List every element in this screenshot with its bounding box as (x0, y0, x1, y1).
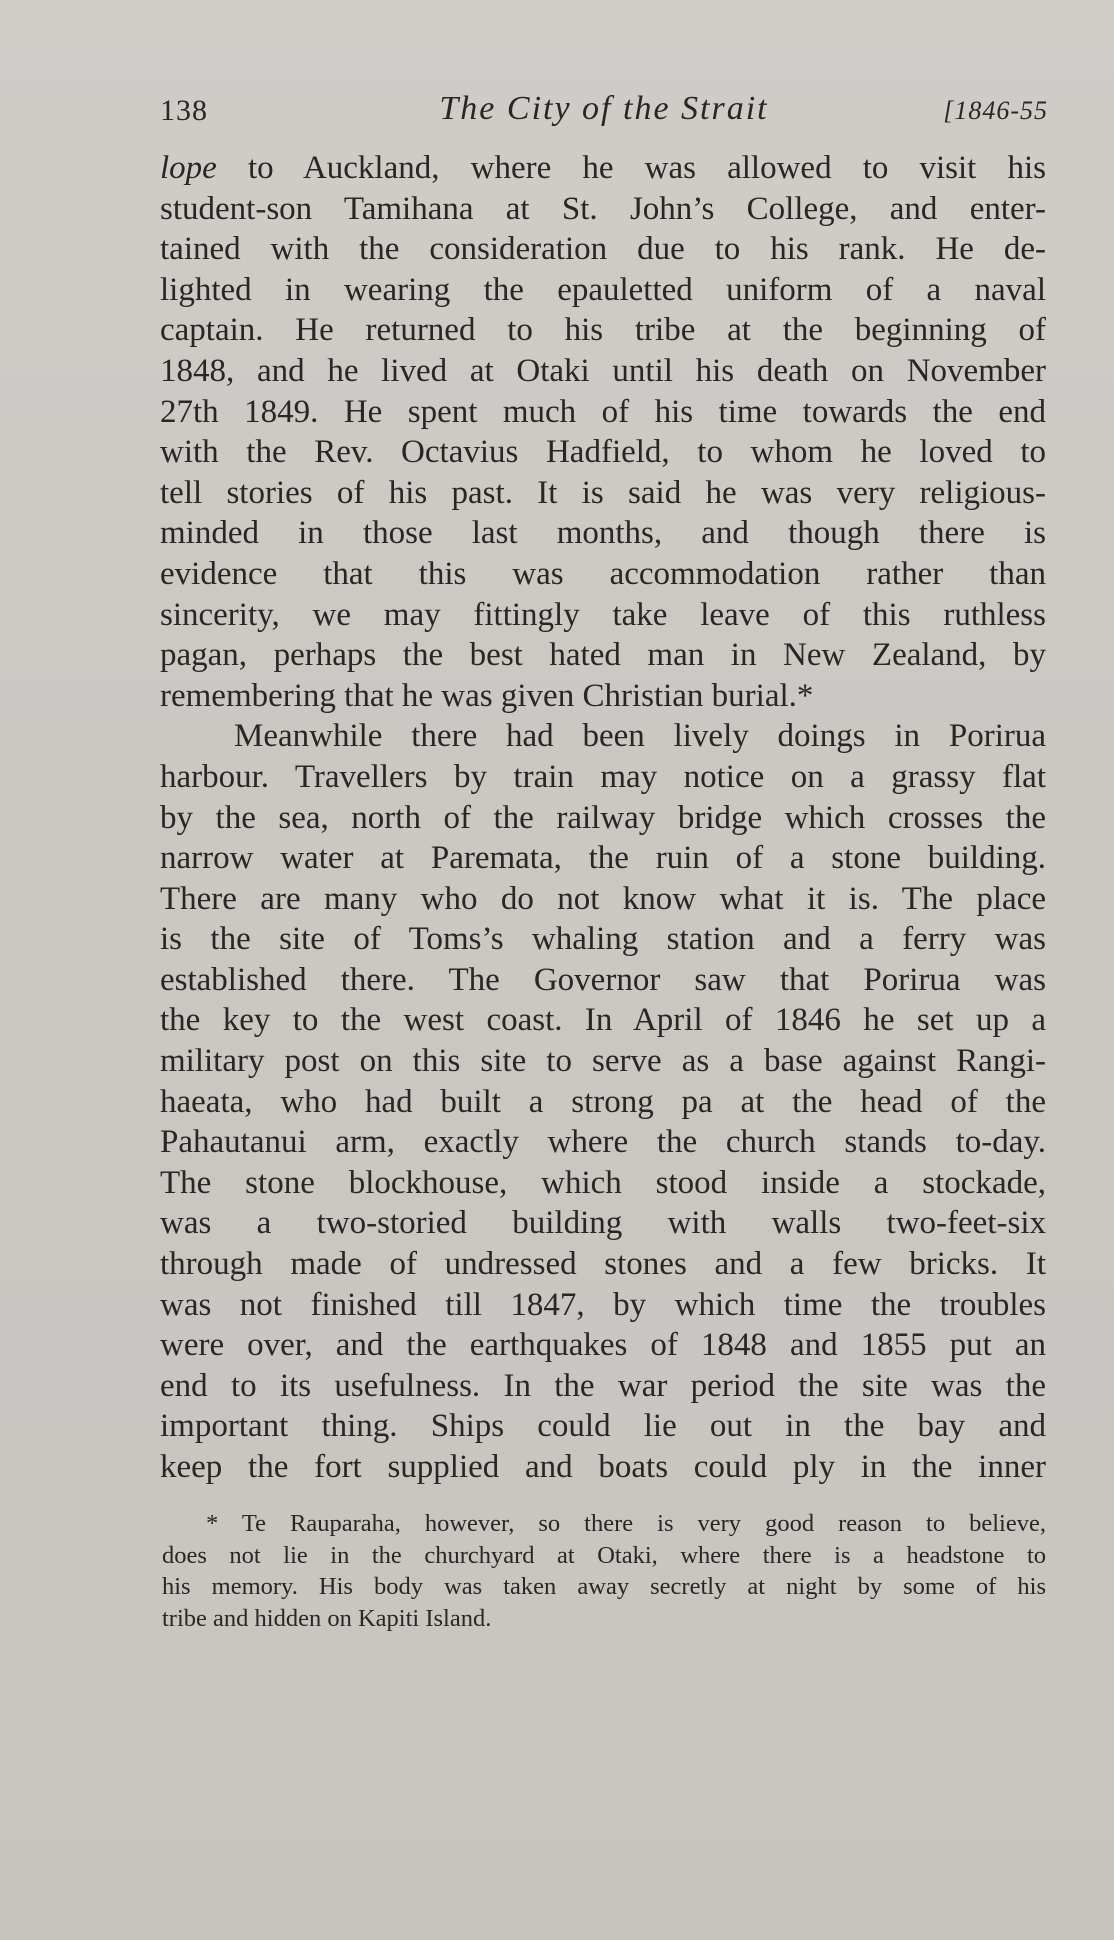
running-title: The City of the Strait (439, 90, 769, 127)
text-line: the key to the west coast. In April of 1846 he set up a (160, 1002, 1046, 1039)
footnote-line: does not lie in the churchyard at Otaki, where there is a headstone to (162, 1541, 1046, 1569)
footnote-line: * Te Rauparaha, however, so there is very good reason to believe, (206, 1510, 1046, 1537)
text-line: tained with the consideration due to his rank. He de- (160, 231, 1046, 268)
text-line: important thing. Ships could lie out in the bay and (160, 1408, 1046, 1445)
text-line: with the Rev. Octavius Hadfield, to whom he loved to (160, 434, 1046, 471)
body-text (160, 148, 1046, 1488)
text-line: The stone blockhouse, which stood inside a stockade, (160, 1164, 1046, 1201)
text-line: Meanwhile there had been lively doings in Porirua (234, 718, 1046, 755)
text-line: were over, and the earthquakes of 1848 and 1855 put an (160, 1327, 1046, 1364)
text-line: through made of undressed stones and a few bricks. It (160, 1246, 1046, 1283)
text-line: established there. The Governor saw that Porirua was (160, 961, 1046, 998)
text-line: by the sea, north of the railway bridge which crosses the (160, 799, 1046, 836)
text-line: harbour. Travellers by train may notice on a grassy flat (160, 758, 1046, 795)
text-line: was a two-storied building with walls two-feet-six (160, 1205, 1046, 1242)
text-line: captain. He returned to his tribe at the beginning of (160, 312, 1046, 349)
text-line: end to its usefulness. In the war period the site was the (160, 1367, 1046, 1404)
text-line: pagan, perhaps the best hated man in New Zealand, by (160, 637, 1046, 674)
running-head (160, 90, 1048, 134)
text-line: was not finished till 1847, by which time the troubles (160, 1286, 1046, 1323)
date-range: [1846-55 (943, 96, 1048, 125)
italic-fragment: lope (160, 150, 217, 186)
footnote-line: tribe and hidden on Kapiti Island. (162, 1604, 492, 1632)
footnote (162, 1508, 1046, 1634)
text-line: haeata, who had built a strong pa at the head of the (160, 1083, 1046, 1120)
text-line: keep the fort supplied and boats could ply in the inner (160, 1449, 1046, 1485)
text-line: is the site of Toms’s whaling station and a ferry was (160, 921, 1046, 958)
text-line: Pahautanui arm, exactly where the church stands to-day. (160, 1124, 1046, 1161)
text-line: 1848, and he lived at Otaki until his death on November (160, 352, 1046, 389)
text-line: narrow water at Paremata, the ruin of a stone building. (160, 840, 1046, 877)
text-line: lope to Auckland, where he was allowed to visit his (160, 150, 1046, 186)
text-line: tell stories of his past. It is said he was very religious- (160, 474, 1046, 511)
text-line: There are many who do not know what it is. The place (160, 880, 1046, 917)
text-line: remembering that he was given Christian burial.* (160, 677, 814, 714)
text-line: evidence that this was accommodation rather than (160, 555, 1046, 592)
text-line: sincerity, we may fittingly take leave of this ruthless (160, 596, 1046, 633)
footnote-line: his memory. His body was taken away secretly at night by some of his (162, 1573, 1046, 1600)
page-number: 138 (160, 94, 208, 127)
text-line: student-son Tamihana at St. John’s College, and enter- (160, 190, 1046, 227)
text-line: lighted in wearing the epauletted uniform of a naval (160, 271, 1046, 308)
text-line: minded in those last months, and though there is (160, 515, 1046, 552)
text-line: military post on this site to serve as a base against Rangi- (160, 1043, 1046, 1080)
text-line: 27th 1849. He spent much of his time towards the end (160, 393, 1046, 430)
